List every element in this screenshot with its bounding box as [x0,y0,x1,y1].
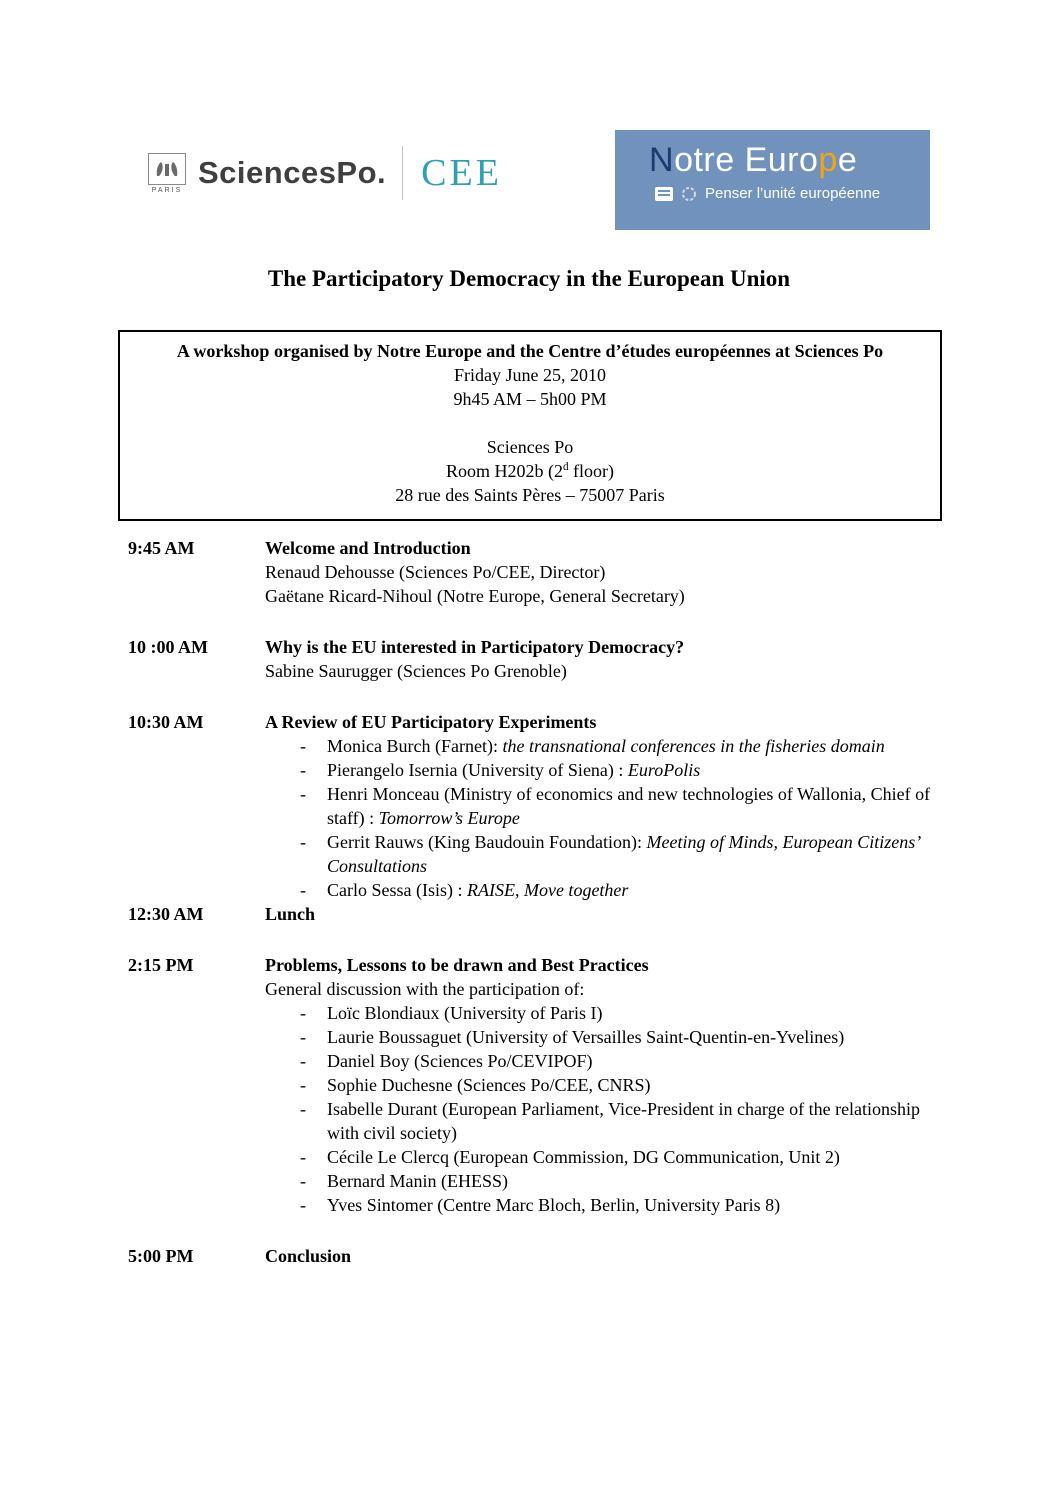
sciencespo-crest-icon [148,153,186,185]
bullet-dash: - [300,832,306,852]
notre-europe-wordmark [649,142,930,179]
bullet-dash: - [300,784,306,804]
bullet-item [265,1145,943,1169]
bullet-text [327,1169,943,1193]
bullet-item [265,1193,943,1217]
bullet-item [265,830,943,878]
bullet-plain: Gerrit Rauws (King Baudouin Foundation): [327,832,647,852]
workshop-address: 28 rue des Saints Pères – 75007 Paris [395,485,665,505]
bullet-item [265,1073,943,1097]
bullet-text [327,878,943,902]
agenda-content [265,1244,943,1268]
bullet-item [265,878,943,902]
list-icon [655,187,673,201]
session-title: Conclusion [265,1246,352,1266]
bullet-italic: Tomorrow’s Europe [378,808,520,828]
session-title: Why is the EU interested in Participatory Democracy? [265,637,685,657]
notre-europe-letter-n: N [649,141,675,179]
bullet-plain: Cécile Le Clercq (European Commission, DG Communication, Unit 2) [327,1147,840,1167]
bullet-plain: Monica Burch (Farnet): [327,736,503,756]
bullet-dash: - [300,1075,306,1095]
workshop-info-box [118,330,942,521]
session-line: Sabine Saurugger (Sciences Po Grenoble) [265,661,567,681]
notre-europe-tagline-row [655,185,930,202]
bullet-item [265,1169,943,1193]
notre-europe-word-mid: otre Euro [674,141,819,179]
bullet-plain: Isabelle Durant (European Parliament, Vice-President in charge of the relationship with civil society) [327,1099,921,1143]
bullet-plain: Pierangelo Isernia (University of Siena) : [327,760,628,780]
page-title: The Participatory Democracy in the European Union [267,266,791,291]
bullet-italic: the transnational conferences in the fisheries domain [502,736,885,756]
bullet-plain: Bernard Manin (EHESS) [327,1171,508,1191]
notre-europe-logo [615,130,930,230]
workshop-hours: 9h45 AM – 5h00 PM [453,389,607,409]
bullet-text [327,1145,943,1169]
bullet-plain: Sophie Duchesne (Sciences Po/CEE, CNRS) [327,1075,651,1095]
bullet-dash: - [300,1195,306,1215]
room-superscript: d [562,461,569,473]
spacer [120,411,940,435]
bullet-dash: - [300,1147,306,1167]
agenda-item [128,635,943,683]
agenda-time: 12:30 AM [128,904,204,924]
bullet-dash: - [300,1003,306,1023]
bullet-item [265,1001,943,1025]
bullet-text [327,1097,943,1145]
workshop-room [120,459,940,483]
bullet-plain: Daniel Boy (Sciences Po/CEVIPOF) [327,1051,593,1071]
bullet-item [265,782,943,830]
agenda-item [128,953,943,1217]
notre-europe-tagline: Penser l’unité européenne [705,185,881,203]
agenda-time: 10:30 AM [128,712,204,732]
agenda-time: 9:45 AM [128,538,195,558]
session-line: Gaëtane Ricard-Nihoul (Notre Europe, General Secretary) [265,586,685,606]
agenda-content [265,902,943,926]
bullet-item [265,1049,943,1073]
room-text: Room H202b (2 [445,461,563,481]
bullet-plain: Carlo Sessa (Isis) : [327,880,467,900]
bullet-text [327,782,943,830]
bullet-item [265,1097,943,1145]
agenda-content [265,536,943,608]
bullet-text [327,734,943,758]
bullet-plain: Loïc Blondiaux (University of Paris I) [327,1003,603,1023]
agenda-item [128,536,943,608]
notre-europe-word-end: e [837,141,858,179]
bullet-text [327,1025,943,1049]
agenda-item [128,710,943,902]
session-line: Renaud Dehousse (Sciences Po/CEE, Director) [265,562,606,582]
bullet-text [327,758,943,782]
bullet-italic: EuroPolis [627,760,701,780]
bullet-plain: Laurie Boussaguet (University of Versailles Saint-Quentin-en-Yvelines) [327,1027,845,1047]
agenda [128,536,943,1295]
sciencespo-logo [148,146,502,200]
agenda-content [265,953,943,1217]
agenda-item [128,902,943,926]
bullet-dash: - [300,880,306,900]
bullet-text [327,830,943,878]
paris-label: PARIS [151,186,183,194]
bullet-text [327,1073,943,1097]
bullet-item [265,1025,943,1049]
bullet-italic: Meeting of Minds, European Citizens’ Consultations [327,832,920,876]
sciencespo-crest [148,153,186,194]
session-title: Lunch [265,904,316,924]
bullet-item [265,734,943,758]
agenda-content [265,635,943,683]
bullet-dash: - [300,1171,306,1191]
session-line: General discussion with the participation of: [265,979,585,999]
bullet-item [265,758,943,782]
session-title: A Review of EU Participatory Experiments [265,712,597,732]
agenda-item [128,1244,943,1268]
bullet-plain: Yves Sintomer (Centre Marc Bloch, Berlin, University Paris 8) [327,1195,781,1215]
cee-wordmark: CEE [421,152,502,194]
bullet-dash: - [300,1099,306,1119]
bullet-dash: - [300,760,306,780]
agenda-content [265,710,943,902]
agenda-time: 10 :00 AM [128,637,208,657]
bullet-text [327,1193,943,1217]
sciencespo-wordmark: SciencesPo. [198,155,387,190]
bullet-dash: - [300,1027,306,1047]
bullet-dash: - [300,1051,306,1071]
notre-europe-letter-orange: p [818,141,838,179]
logo-divider [402,146,403,200]
circle-icon [681,186,697,202]
bullet-plain: Henri Monceau (Ministry of economics and new technologies of Wallonia, Chief of staff) : [327,784,931,828]
agenda-time: 2:15 PM [128,955,194,975]
bullet-italic: RAISE, Move together [466,880,629,900]
room-text-end: floor) [568,461,615,481]
bullet-text [327,1001,943,1025]
bullet-text [327,1049,943,1073]
session-title: Problems, Lessons to be drawn and Best Practices [265,955,649,975]
bullet-dash: - [300,736,306,756]
workshop-venue: Sciences Po [486,437,574,457]
session-title: Welcome and Introduction [265,538,471,558]
workshop-heading: A workshop organised by Notre Europe and the Centre d’études européennes at Sciences Po [176,341,884,361]
agenda-time: 5:00 PM [128,1246,194,1266]
workshop-date: Friday June 25, 2010 [454,365,606,385]
